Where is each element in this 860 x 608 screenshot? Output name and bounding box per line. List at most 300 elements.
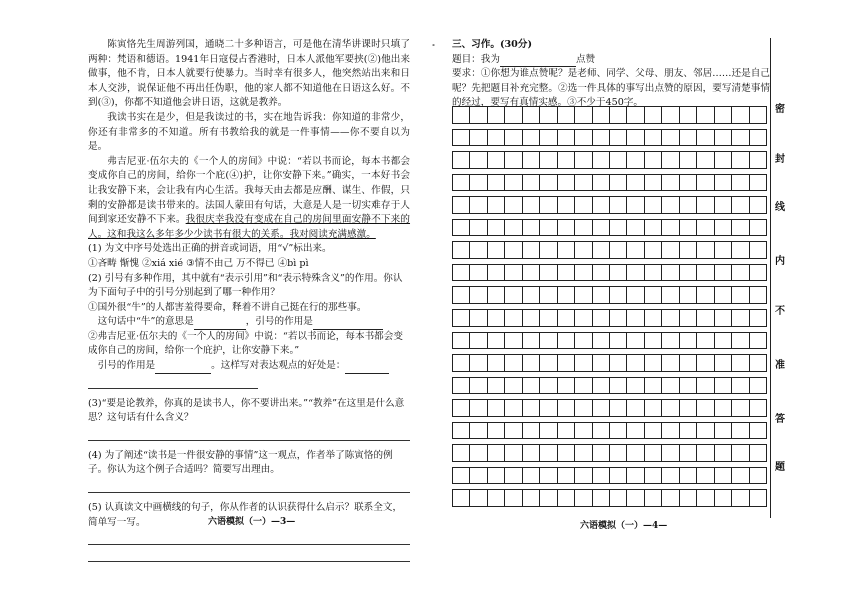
grid-cell[interactable] (714, 219, 732, 237)
grid-cell[interactable] (487, 219, 505, 237)
grid-cell[interactable] (644, 286, 662, 304)
grid-cell[interactable] (696, 219, 714, 237)
grid-cell[interactable] (731, 467, 749, 485)
grid-cell[interactable] (749, 151, 767, 169)
grid-cell[interactable] (487, 399, 505, 417)
answer-line[interactable] (88, 426, 410, 441)
grid-cell[interactable] (661, 129, 679, 147)
grid-cell[interactable] (644, 422, 662, 440)
grid-cell[interactable] (452, 196, 470, 214)
grid-cell[interactable] (661, 444, 679, 462)
grid-cell[interactable] (522, 106, 540, 124)
grid-cell[interactable] (749, 129, 767, 147)
grid-cell[interactable] (592, 489, 610, 507)
grid-cell[interactable] (574, 332, 592, 350)
grid-cell[interactable] (714, 129, 732, 147)
grid-cell[interactable] (714, 286, 732, 304)
grid-cell[interactable] (504, 309, 522, 327)
grid-cell[interactable] (539, 467, 557, 485)
grid-cell[interactable] (661, 196, 679, 214)
grid-cell[interactable] (574, 219, 592, 237)
grid-cell[interactable] (679, 467, 697, 485)
grid-cell[interactable] (714, 196, 732, 214)
grid-cell[interactable] (487, 489, 505, 507)
grid-cell[interactable] (626, 309, 644, 327)
title-blank[interactable] (500, 55, 576, 67)
grid-cell[interactable] (452, 309, 470, 327)
grid-cell[interactable] (592, 264, 610, 282)
grid-cell[interactable] (452, 354, 470, 372)
grid-cell[interactable] (714, 377, 732, 395)
grid-cell[interactable] (522, 377, 540, 395)
grid-cell[interactable] (487, 332, 505, 350)
grid-cell[interactable] (574, 196, 592, 214)
grid-cell[interactable] (504, 286, 522, 304)
grid-cell[interactable] (469, 286, 487, 304)
answer-line[interactable] (88, 478, 410, 493)
grid-cell[interactable] (626, 106, 644, 124)
grid-cell[interactable] (504, 151, 522, 169)
grid-cell[interactable] (679, 489, 697, 507)
grid-cell[interactable] (609, 309, 627, 327)
answer-line[interactable] (88, 547, 410, 562)
grid-cell[interactable] (731, 174, 749, 192)
grid-cell[interactable] (644, 354, 662, 372)
grid-cell[interactable] (539, 332, 557, 350)
grid-cell[interactable] (714, 354, 732, 372)
grid-cell[interactable] (609, 422, 627, 440)
grid-cell[interactable] (696, 309, 714, 327)
grid-cell[interactable] (504, 129, 522, 147)
grid-cell[interactable] (522, 399, 540, 417)
grid-cell[interactable] (557, 196, 575, 214)
grid-cell[interactable] (749, 422, 767, 440)
grid-cell[interactable] (557, 219, 575, 237)
grid-cell[interactable] (574, 106, 592, 124)
grid-cell[interactable] (644, 332, 662, 350)
grid-cell[interactable] (696, 332, 714, 350)
grid-cell[interactable] (522, 219, 540, 237)
grid-cell[interactable] (626, 444, 644, 462)
grid-cell[interactable] (749, 489, 767, 507)
grid-cell[interactable] (469, 332, 487, 350)
grid-cell[interactable] (661, 174, 679, 192)
grid-cell[interactable] (452, 286, 470, 304)
grid-cell[interactable] (661, 219, 679, 237)
grid-cell[interactable] (644, 264, 662, 282)
grid-cell[interactable] (696, 444, 714, 462)
grid-cell[interactable] (539, 422, 557, 440)
grid-cell[interactable] (661, 399, 679, 417)
grid-cell[interactable] (557, 286, 575, 304)
grid-cell[interactable] (469, 196, 487, 214)
grid-cell[interactable] (731, 151, 749, 169)
grid-cell[interactable] (469, 444, 487, 462)
grid-cell[interactable] (609, 196, 627, 214)
grid-cell[interactable] (469, 399, 487, 417)
grid-cell[interactable] (644, 467, 662, 485)
grid-cell[interactable] (592, 106, 610, 124)
grid-cell[interactable] (452, 264, 470, 282)
grid-cell[interactable] (626, 354, 644, 372)
grid-cell[interactable] (539, 106, 557, 124)
grid-cell[interactable] (574, 129, 592, 147)
answer-line[interactable] (88, 374, 258, 389)
grid-cell[interactable] (679, 377, 697, 395)
grid-cell[interactable] (592, 174, 610, 192)
grid-cell[interactable] (749, 332, 767, 350)
grid-cell[interactable] (557, 309, 575, 327)
grid-cell[interactable] (574, 422, 592, 440)
grid-cell[interactable] (469, 377, 487, 395)
grid-cell[interactable] (696, 264, 714, 282)
grid-cell[interactable] (644, 399, 662, 417)
grid-cell[interactable] (626, 467, 644, 485)
grid-cell[interactable] (626, 174, 644, 192)
grid-cell[interactable] (469, 219, 487, 237)
grid-cell[interactable] (714, 489, 732, 507)
grid-cell[interactable] (557, 332, 575, 350)
grid-cell[interactable] (679, 196, 697, 214)
grid-cell[interactable] (679, 309, 697, 327)
grid-cell[interactable] (609, 354, 627, 372)
grid-cell[interactable] (504, 377, 522, 395)
grid-cell[interactable] (644, 219, 662, 237)
grid-cell[interactable] (557, 354, 575, 372)
grid-cell[interactable] (452, 332, 470, 350)
grid-cell[interactable] (504, 174, 522, 192)
grid-cell[interactable] (679, 264, 697, 282)
grid-cell[interactable] (539, 444, 557, 462)
grid-cell[interactable] (539, 151, 557, 169)
grid-cell[interactable] (644, 196, 662, 214)
grid-cell[interactable] (679, 422, 697, 440)
grid-cell[interactable] (539, 354, 557, 372)
grid-cell[interactable] (557, 241, 575, 259)
grid-cell[interactable] (661, 309, 679, 327)
grid-cell[interactable] (696, 151, 714, 169)
grid-cell[interactable] (522, 241, 540, 259)
grid-cell[interactable] (626, 241, 644, 259)
grid-cell[interactable] (574, 399, 592, 417)
grid-cell[interactable] (469, 309, 487, 327)
grid-cell[interactable] (731, 354, 749, 372)
grid-cell[interactable] (504, 241, 522, 259)
grid-cell[interactable] (609, 377, 627, 395)
grid-cell[interactable] (539, 489, 557, 507)
grid-cell[interactable] (487, 422, 505, 440)
grid-cell[interactable] (626, 196, 644, 214)
grid-cell[interactable] (592, 219, 610, 237)
grid-cell[interactable] (626, 332, 644, 350)
grid-cell[interactable] (487, 309, 505, 327)
grid-cell[interactable] (714, 332, 732, 350)
grid-cell[interactable] (574, 174, 592, 192)
grid-cell[interactable] (749, 106, 767, 124)
grid-cell[interactable] (487, 354, 505, 372)
grid-cell[interactable] (714, 241, 732, 259)
grid-cell[interactable] (522, 467, 540, 485)
grid-cell[interactable] (644, 174, 662, 192)
grid-cell[interactable] (731, 489, 749, 507)
grid-cell[interactable] (557, 377, 575, 395)
grid-cell[interactable] (661, 467, 679, 485)
grid-cell[interactable] (592, 332, 610, 350)
grid-cell[interactable] (749, 467, 767, 485)
grid-cell[interactable] (696, 241, 714, 259)
grid-cell[interactable] (609, 151, 627, 169)
grid-cell[interactable] (661, 106, 679, 124)
grid-cell[interactable] (592, 309, 610, 327)
grid-cell[interactable] (749, 174, 767, 192)
grid-cell[interactable] (469, 264, 487, 282)
grid-cell[interactable] (487, 151, 505, 169)
grid-cell[interactable] (452, 489, 470, 507)
grid-cell[interactable] (522, 489, 540, 507)
grid-cell[interactable] (696, 467, 714, 485)
grid-cell[interactable] (522, 174, 540, 192)
grid-cell[interactable] (574, 151, 592, 169)
grid-cell[interactable] (504, 467, 522, 485)
grid-cell[interactable] (469, 151, 487, 169)
grid-cell[interactable] (469, 422, 487, 440)
grid-cell[interactable] (592, 241, 610, 259)
answer-blank[interactable] (313, 318, 383, 330)
grid-cell[interactable] (487, 377, 505, 395)
grid-cell[interactable] (661, 241, 679, 259)
grid-cell[interactable] (609, 332, 627, 350)
grid-cell[interactable] (731, 264, 749, 282)
grid-cell[interactable] (574, 264, 592, 282)
grid-cell[interactable] (731, 286, 749, 304)
grid-cell[interactable] (626, 399, 644, 417)
grid-cell[interactable] (592, 422, 610, 440)
grid-cell[interactable] (609, 241, 627, 259)
grid-cell[interactable] (504, 399, 522, 417)
grid-cell[interactable] (609, 399, 627, 417)
grid-cell[interactable] (696, 106, 714, 124)
grid-cell[interactable] (679, 399, 697, 417)
grid-cell[interactable] (661, 264, 679, 282)
grid-cell[interactable] (679, 219, 697, 237)
grid-cell[interactable] (452, 174, 470, 192)
grid-cell[interactable] (504, 219, 522, 237)
grid-cell[interactable] (487, 264, 505, 282)
grid-cell[interactable] (644, 377, 662, 395)
grid-cell[interactable] (539, 196, 557, 214)
grid-cell[interactable] (696, 286, 714, 304)
grid-cell[interactable] (574, 467, 592, 485)
grid-cell[interactable] (714, 106, 732, 124)
grid-cell[interactable] (644, 241, 662, 259)
grid-cell[interactable] (487, 106, 505, 124)
grid-cell[interactable] (731, 106, 749, 124)
grid-cell[interactable] (557, 174, 575, 192)
grid-cell[interactable] (557, 151, 575, 169)
grid-cell[interactable] (592, 151, 610, 169)
grid-cell[interactable] (626, 489, 644, 507)
grid-cell[interactable] (592, 354, 610, 372)
grid-cell[interactable] (679, 174, 697, 192)
grid-cell[interactable] (522, 129, 540, 147)
grid-cell[interactable] (609, 467, 627, 485)
grid-cell[interactable] (574, 444, 592, 462)
grid-cell[interactable] (731, 309, 749, 327)
grid-cell[interactable] (714, 444, 732, 462)
grid-cell[interactable] (452, 151, 470, 169)
grid-cell[interactable] (539, 219, 557, 237)
grid-cell[interactable] (539, 129, 557, 147)
grid-cell[interactable] (661, 286, 679, 304)
grid-cell[interactable] (749, 444, 767, 462)
grid-cell[interactable] (609, 489, 627, 507)
answer-line[interactable] (88, 530, 410, 545)
grid-cell[interactable] (504, 196, 522, 214)
grid-cell[interactable] (609, 286, 627, 304)
grid-cell[interactable] (522, 196, 540, 214)
grid-cell[interactable] (679, 444, 697, 462)
grid-cell[interactable] (749, 219, 767, 237)
grid-cell[interactable] (574, 309, 592, 327)
grid-cell[interactable] (714, 467, 732, 485)
answer-blank[interactable] (345, 362, 389, 374)
grid-cell[interactable] (452, 241, 470, 259)
grid-cell[interactable] (574, 354, 592, 372)
grid-cell[interactable] (696, 196, 714, 214)
grid-cell[interactable] (522, 444, 540, 462)
grid-cell[interactable] (504, 332, 522, 350)
grid-cell[interactable] (469, 354, 487, 372)
grid-cell[interactable] (539, 399, 557, 417)
grid-cell[interactable] (539, 286, 557, 304)
grid-cell[interactable] (504, 264, 522, 282)
grid-cell[interactable] (609, 219, 627, 237)
grid-cell[interactable] (522, 354, 540, 372)
grid-cell[interactable] (574, 489, 592, 507)
grid-cell[interactable] (487, 196, 505, 214)
grid-cell[interactable] (504, 444, 522, 462)
grid-cell[interactable] (696, 354, 714, 372)
grid-cell[interactable] (679, 286, 697, 304)
grid-cell[interactable] (714, 264, 732, 282)
grid-cell[interactable] (749, 377, 767, 395)
grid-cell[interactable] (609, 174, 627, 192)
grid-cell[interactable] (452, 422, 470, 440)
grid-cell[interactable] (731, 444, 749, 462)
grid-cell[interactable] (696, 129, 714, 147)
grid-cell[interactable] (557, 444, 575, 462)
grid-cell[interactable] (731, 422, 749, 440)
grid-cell[interactable] (592, 467, 610, 485)
grid-cell[interactable] (504, 106, 522, 124)
grid-cell[interactable] (731, 196, 749, 214)
grid-cell[interactable] (609, 444, 627, 462)
grid-cell[interactable] (696, 422, 714, 440)
grid-cell[interactable] (574, 241, 592, 259)
grid-cell[interactable] (522, 286, 540, 304)
grid-cell[interactable] (644, 129, 662, 147)
grid-cell[interactable] (679, 129, 697, 147)
grid-cell[interactable] (452, 106, 470, 124)
grid-cell[interactable] (731, 399, 749, 417)
grid-cell[interactable] (679, 106, 697, 124)
grid-cell[interactable] (661, 422, 679, 440)
grid-cell[interactable] (626, 422, 644, 440)
grid-cell[interactable] (731, 219, 749, 237)
grid-cell[interactable] (487, 174, 505, 192)
grid-cell[interactable] (626, 219, 644, 237)
grid-cell[interactable] (469, 106, 487, 124)
grid-cell[interactable] (487, 444, 505, 462)
grid-cell[interactable] (679, 354, 697, 372)
grid-cell[interactable] (626, 286, 644, 304)
grid-cell[interactable] (714, 174, 732, 192)
grid-cell[interactable] (592, 444, 610, 462)
grid-cell[interactable] (557, 106, 575, 124)
grid-cell[interactable] (749, 286, 767, 304)
grid-cell[interactable] (487, 467, 505, 485)
grid-cell[interactable] (696, 174, 714, 192)
grid-cell[interactable] (557, 422, 575, 440)
grid-cell[interactable] (626, 264, 644, 282)
grid-cell[interactable] (539, 264, 557, 282)
grid-cell[interactable] (557, 129, 575, 147)
grid-cell[interactable] (522, 422, 540, 440)
grid-cell[interactable] (487, 241, 505, 259)
grid-cell[interactable] (452, 399, 470, 417)
grid-cell[interactable] (539, 241, 557, 259)
grid-cell[interactable] (592, 377, 610, 395)
grid-cell[interactable] (469, 129, 487, 147)
grid-cell[interactable] (609, 264, 627, 282)
grid-cell[interactable] (609, 106, 627, 124)
grid-cell[interactable] (522, 309, 540, 327)
grid-cell[interactable] (626, 129, 644, 147)
grid-cell[interactable] (469, 174, 487, 192)
grid-cell[interactable] (452, 219, 470, 237)
grid-cell[interactable] (644, 309, 662, 327)
grid-cell[interactable] (644, 151, 662, 169)
grid-cell[interactable] (592, 196, 610, 214)
grid-cell[interactable] (696, 399, 714, 417)
answer-blank[interactable] (155, 362, 211, 374)
grid-cell[interactable] (644, 106, 662, 124)
grid-cell[interactable] (661, 489, 679, 507)
writing-grid[interactable] (452, 106, 766, 512)
grid-cell[interactable] (661, 354, 679, 372)
grid-cell[interactable] (452, 444, 470, 462)
grid-cell[interactable] (679, 332, 697, 350)
grid-cell[interactable] (714, 309, 732, 327)
grid-cell[interactable] (452, 129, 470, 147)
grid-cell[interactable] (487, 129, 505, 147)
grid-cell[interactable] (557, 489, 575, 507)
grid-cell[interactable] (557, 399, 575, 417)
grid-cell[interactable] (522, 151, 540, 169)
grid-cell[interactable] (731, 241, 749, 259)
grid-cell[interactable] (696, 377, 714, 395)
grid-cell[interactable] (661, 332, 679, 350)
grid-cell[interactable] (574, 286, 592, 304)
grid-cell[interactable] (626, 377, 644, 395)
grid-cell[interactable] (539, 377, 557, 395)
grid-cell[interactable] (504, 354, 522, 372)
grid-cell[interactable] (504, 489, 522, 507)
grid-cell[interactable] (592, 286, 610, 304)
grid-cell[interactable] (539, 174, 557, 192)
grid-cell[interactable] (469, 241, 487, 259)
grid-cell[interactable] (679, 241, 697, 259)
